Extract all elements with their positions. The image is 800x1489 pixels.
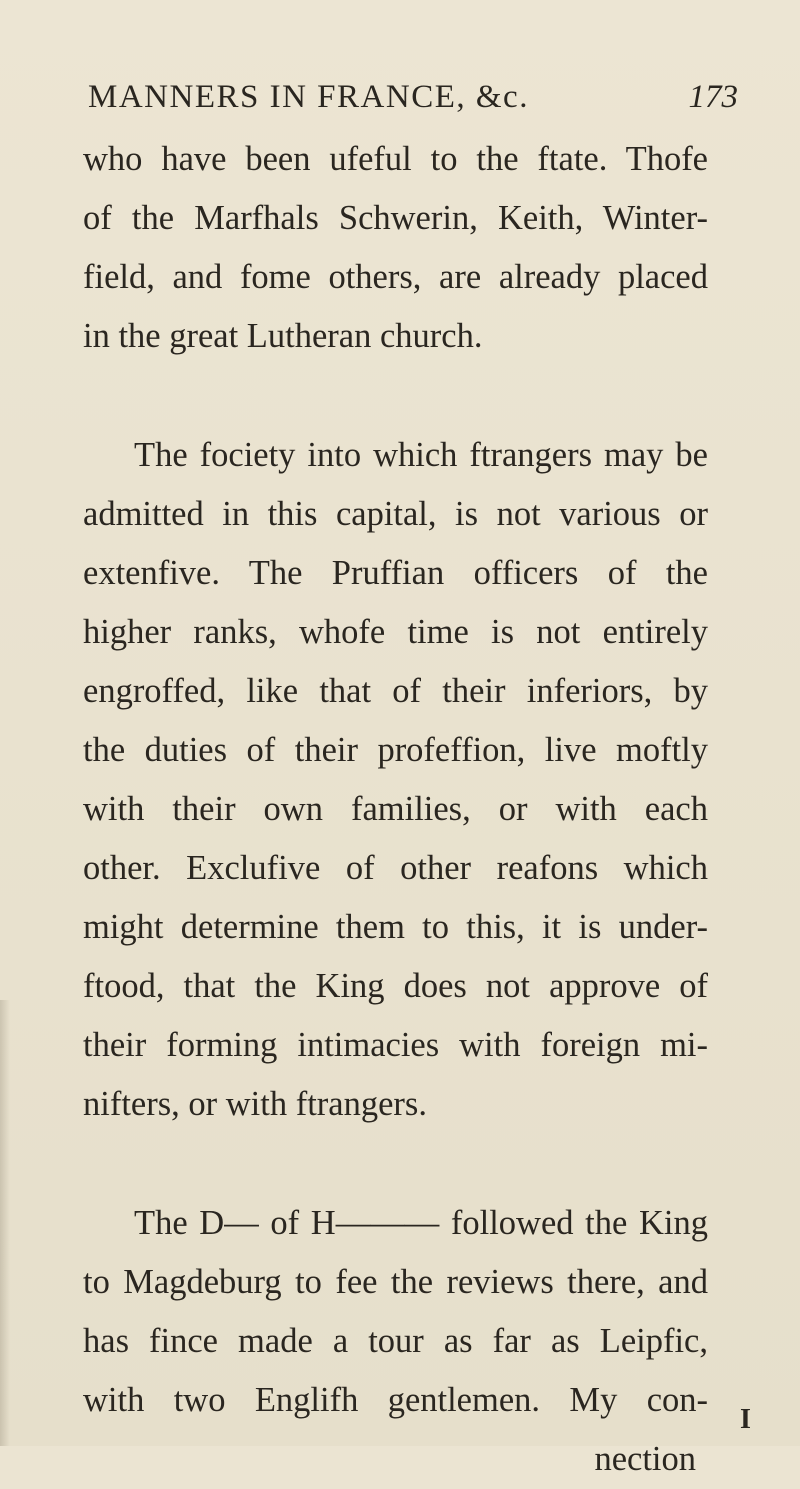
text-line: to Magdeburg to fee the reviews there, and bbox=[83, 1263, 708, 1301]
catchword: nection bbox=[594, 1440, 696, 1478]
text-line: extenfive. The Pruffian officers of the bbox=[83, 554, 708, 592]
text-line: admitted in this capital, is not various or bbox=[83, 495, 708, 533]
body-text bbox=[83, 130, 708, 1489]
text-line: who have been ufeful to the ftate. Thofe bbox=[83, 140, 708, 178]
page-number: 173 bbox=[688, 79, 738, 115]
text-line: field, and fome others, are already placed bbox=[83, 258, 708, 296]
text-line: The D— of H——— followed the King bbox=[134, 1204, 708, 1242]
text-line: with two Englifh gentlemen. My con- bbox=[83, 1381, 708, 1419]
text-line: higher ranks, whofe time is not entirely bbox=[83, 613, 708, 651]
text-line: with their own families, or with each bbox=[83, 790, 708, 828]
text-line: The fociety into which ftrangers may be bbox=[134, 436, 708, 474]
text-line: other. Exclufive of other reafons which bbox=[83, 849, 708, 887]
text-line: might determine them to this, it is under- bbox=[83, 908, 708, 946]
text-line: has fince made a tour as far as Leipfic, bbox=[83, 1322, 708, 1360]
paragraph bbox=[83, 426, 708, 1134]
paragraph-gap bbox=[83, 1134, 708, 1194]
text-line: in the great Lutheran church. bbox=[83, 317, 483, 355]
paragraph-gap bbox=[83, 366, 708, 426]
page-header bbox=[88, 72, 748, 122]
text-line: ftood, that the King does not approve of bbox=[83, 967, 708, 1005]
paragraph bbox=[83, 1194, 708, 1489]
text-line: nifters, or with ftrangers. bbox=[83, 1085, 427, 1123]
text-line: the duties of their profeffion, live moftly bbox=[83, 731, 708, 769]
text-line: their forming intimacies with foreign mi- bbox=[83, 1026, 708, 1064]
running-title: MANNERS IN FRANCE, &c. bbox=[88, 79, 529, 115]
text-line: of the Marfhals Schwerin, Keith, Winter- bbox=[83, 199, 708, 237]
page-edge-shadow bbox=[0, 1000, 10, 1446]
paragraph bbox=[83, 130, 708, 366]
text-line: engroffed, like that of their inferiors, by bbox=[83, 672, 708, 710]
signature-mark: I bbox=[740, 1404, 751, 1435]
